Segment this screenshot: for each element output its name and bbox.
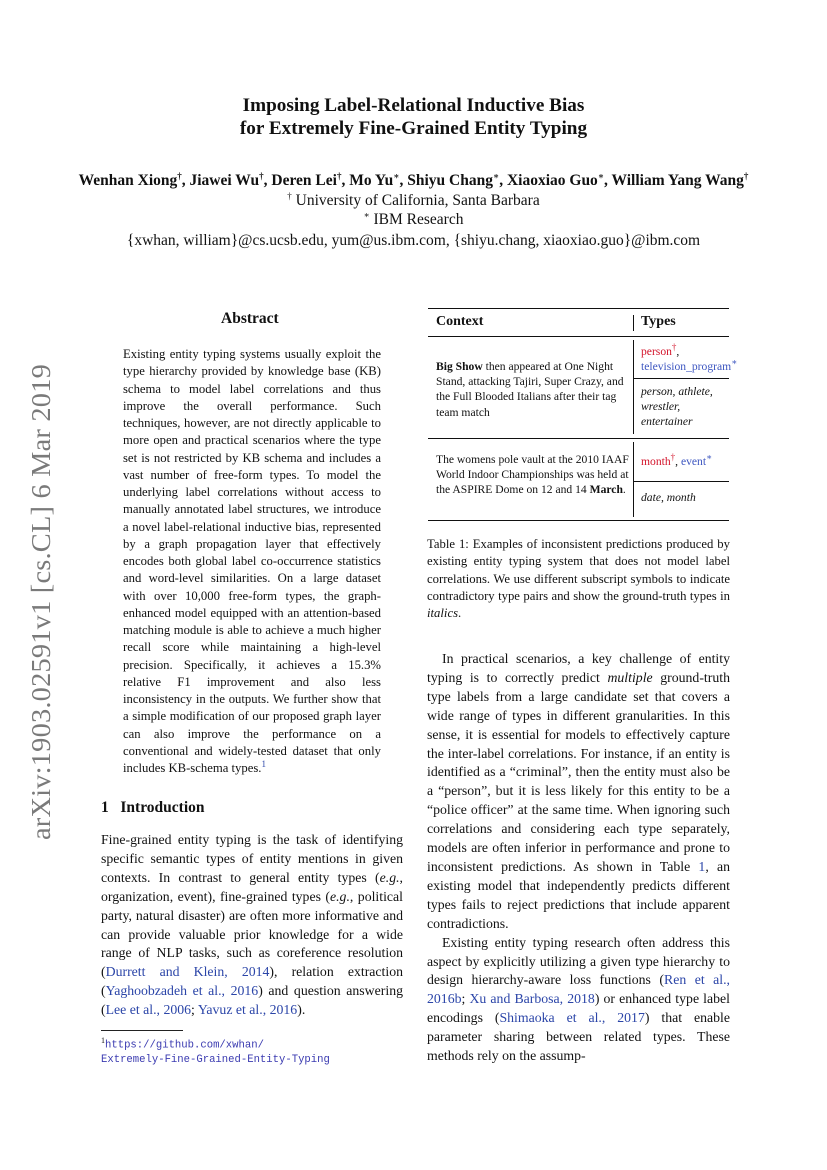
footnote-url-line-2[interactable]: Extremely-Fine-Grained-Entity-Typing <box>101 1053 330 1066</box>
introduction-paragraph <box>101 831 403 1020</box>
contradiction-mark: † <box>670 452 676 463</box>
abstract-text-part: Existing entity typing systems usually exploit the type hierarchy provided by knowledge base (KB) schema to model label correlations and thus improve the overall performance. Such techniques, however, are not directly applicable to more open and practical scenarios where the type set is not restricted by KB schema and includes a vast number of free-form types. To model the underlying label correlations without access to manually annotated label structures, we introduce a novel label-relational inductive bias, represented by a graph propagation layer that effectively encodes both global label co-occurrence statistics and word-level similarities. On a large dataset with over 10,000 free-form types, the graph-enhanced model equipped with an attention-based matching module is able to achieve a much higher recall score while maintaining a high-level precision. Specifically, it achieves a <box>123 347 381 672</box>
author-mark: † <box>177 170 182 181</box>
affiliation-ibm <box>0 211 827 229</box>
table-vertical-rule <box>633 442 634 517</box>
citation-link[interactable]: Xu and Barbosa, 2018 <box>469 991 595 1007</box>
contradiction-mark: † <box>671 342 677 353</box>
citation-link[interactable]: Yaghoobzadeh et al., 2016 <box>105 983 259 999</box>
author: Deren Lei <box>271 172 337 189</box>
predicted-type: person <box>641 345 672 358</box>
separator: , <box>676 345 680 358</box>
footnote <box>101 1034 401 1067</box>
paragraph <box>427 650 730 934</box>
affiliation-mark: † <box>287 190 292 201</box>
text-run: , political party, natural disaster) are often more informative and can provide valuable prior knowledge for a wide range of NLP tasks, such as coreference resolution ( <box>101 888 404 980</box>
title-line-1: Imposing Label-Relational Inductive Bias <box>242 95 585 116</box>
right-column-text <box>427 650 730 1066</box>
citation-link[interactable]: Ren et al., 2016b <box>427 972 731 1007</box>
context-text: . <box>622 483 626 497</box>
paragraph <box>427 934 730 1066</box>
abstract-text <box>123 346 381 777</box>
footnote-url-line-1[interactable]: https://github.com/xwhan/ <box>105 1039 264 1052</box>
caption-italic: italics <box>427 606 459 620</box>
text-run: , an existing model that independently predicts different types fails to reject predictions that include apparent contradictions. <box>427 858 731 931</box>
table-row-1-context <box>436 359 630 420</box>
predicted-type: event <box>680 455 707 468</box>
author-mark: ∗ <box>597 170 605 181</box>
text-run-italic: e.g. <box>379 869 400 885</box>
separator: , <box>675 455 681 468</box>
section-heading-introduction <box>101 799 205 817</box>
author-list: Wenhan Xiong†, Jiawei Wu†, Deren Lei†, Mo Yu∗, Shiyu Chang∗, Xiaoxiao Guo∗, William Yang Wang† <box>78 170 749 189</box>
abstract-heading: Abstract <box>221 310 279 327</box>
author: Mo Yu <box>349 172 394 189</box>
text-run: ) that enable parameter sharing between related types. These methods rely on the assump- <box>427 1010 730 1064</box>
section-number: 1 <box>101 799 109 816</box>
author: William Yang Wang <box>611 172 744 189</box>
table-inner-rule <box>634 481 729 482</box>
text-run: , organization, event), fine-grained types ( <box>101 869 403 904</box>
table-header-rule <box>428 336 729 337</box>
text-run: ; <box>461 991 470 1007</box>
table-vertical-rule <box>633 340 634 434</box>
author: Jiawei Wu <box>189 172 260 189</box>
table-row-2-gold: date, month <box>641 491 696 504</box>
table-vertical-rule <box>633 315 634 331</box>
footnote-divider <box>101 1030 183 1031</box>
table-top-rule <box>428 308 729 309</box>
title-line-2: for Extremely Fine-Grained Entity Typing <box>239 118 588 139</box>
citation-link[interactable]: Durrett and Klein, 2014 <box>105 964 270 980</box>
text-run: ground-truth type labels from a large candidate set that covers a wide range of types in different granularities. In this sense, it is essential for models to effectively capture the inter-label correlations. For instance, if an entity is identified as a “criminal”, then the entity must also be a “person”, but it is less likely for this entity to be a “police officer” at the same time. When ignoring such correlations and considering each type separately, models are often inferior in performance and prone to inconsistent predictions. As shown in Table <box>427 669 730 874</box>
table-header-context: Context <box>436 314 484 329</box>
caption-text: . <box>458 606 462 620</box>
table-header-types: Types <box>641 314 676 329</box>
affiliation-text: University of California, Santa Barbara <box>295 192 540 209</box>
text-run: ) and question answering ( <box>101 983 403 1018</box>
abstract-text-part: relative F1 improvement and also less inconsistency in the outputs. We further show that a simple modification of our proposed graph layer can also improve the performance on a conventional and widely-tested dataset that only includes KB-schema types. <box>123 674 381 775</box>
section-title: Introduction <box>120 799 205 816</box>
author-mark: ∗ <box>492 170 500 181</box>
predicted-type: month <box>641 455 671 468</box>
text-run: ) or enhanced type label encodings ( <box>427 991 730 1026</box>
text-run: Existing entity typing research often address this aspect by explicitly utilizing a given type hierarchy to design hierarchy-aware loss functions ( <box>427 934 730 988</box>
table-row-2-predictions <box>641 454 725 469</box>
paper-title <box>0 94 827 140</box>
text-run-italic: e.g. <box>329 888 350 904</box>
arxiv-stamp <box>16 362 60 842</box>
contradiction-mark: ∗ <box>706 452 713 463</box>
abstract-percent: 15.3% <box>348 657 381 672</box>
affiliation-ucsb <box>0 192 827 210</box>
contradiction-mark: ∗ <box>731 357 738 368</box>
author-mark: ∗ <box>393 170 400 181</box>
author: Xiaoxiao Guo <box>506 172 598 189</box>
affiliation-mark: ∗ <box>363 209 370 220</box>
text-run: ), relation extraction ( <box>101 964 403 999</box>
footnote-link[interactable]: 1 <box>261 758 266 769</box>
table-bottom-rule <box>428 520 729 521</box>
entity-mention: Big Show <box>436 360 483 373</box>
author: Wenhan Xiong <box>78 172 178 189</box>
author: Shiyu Chang <box>407 172 493 189</box>
context-text: then appeared at One Night Stand, attacking Tajiri, Super Crazy, and the Full Blooded Italians after their tag team match <box>436 360 624 419</box>
predicted-type: television_program <box>641 360 732 374</box>
table-row-1-gold: person, athlete, wrestler, entertainer <box>641 385 713 429</box>
author-mark: † <box>336 170 342 181</box>
table-row-1-predictions <box>641 342 738 374</box>
table-row-2-context <box>436 452 630 498</box>
table-caption <box>427 536 730 622</box>
citation-link[interactable]: Lee et al., 2006 <box>105 1002 192 1018</box>
text-run-italic: multiple <box>607 669 653 685</box>
citation-link[interactable]: Shimaoka et al., 2017 <box>499 1010 645 1026</box>
table-ref-link[interactable]: 1 <box>698 858 706 874</box>
author-mark: † <box>259 170 264 181</box>
text-run: ). <box>297 1002 306 1018</box>
table-inner-rule <box>634 378 729 379</box>
text-run: ; <box>191 1002 198 1018</box>
entity-mention: March <box>589 483 623 497</box>
arxiv-stamp-text: arXiv:1903.02591v1 [cs.CL] 6 Mar 2019 <box>26 387 56 840</box>
caption-text: Table 1: Examples of inconsistent predictions produced by existing entity typing system that does not model label correlations. We use different subscript symbols to indicate contradictory type pairs and show the ground-truth types in <box>427 537 730 603</box>
citation-link[interactable]: Yavuz et al., 2016 <box>197 1002 298 1018</box>
text-run: In practical scenarios, a key challenge of entity typing is to correctly predict <box>427 651 730 685</box>
context-text: The womens pole vault at the 2010 IAAF World Indoor Championships was held at the ASPIRE Dome on 12 and 14 <box>436 453 629 497</box>
text-run: Fine-grained entity typing is the task of identifying specific semantic types of entity mentions in given contexts. In contrast to general entity types ( <box>101 832 403 885</box>
footnote-mark: 1 <box>101 1036 105 1045</box>
author-mark: † <box>743 170 749 181</box>
table-row-rule <box>428 438 729 439</box>
author-emails: {xwhan, william}@cs.ucsb.edu, yum@us.ibm.com, {shiyu.chang, xiaoxiao.guo}@ibm.com <box>126 232 701 249</box>
affiliation-text: IBM Research <box>373 211 464 228</box>
